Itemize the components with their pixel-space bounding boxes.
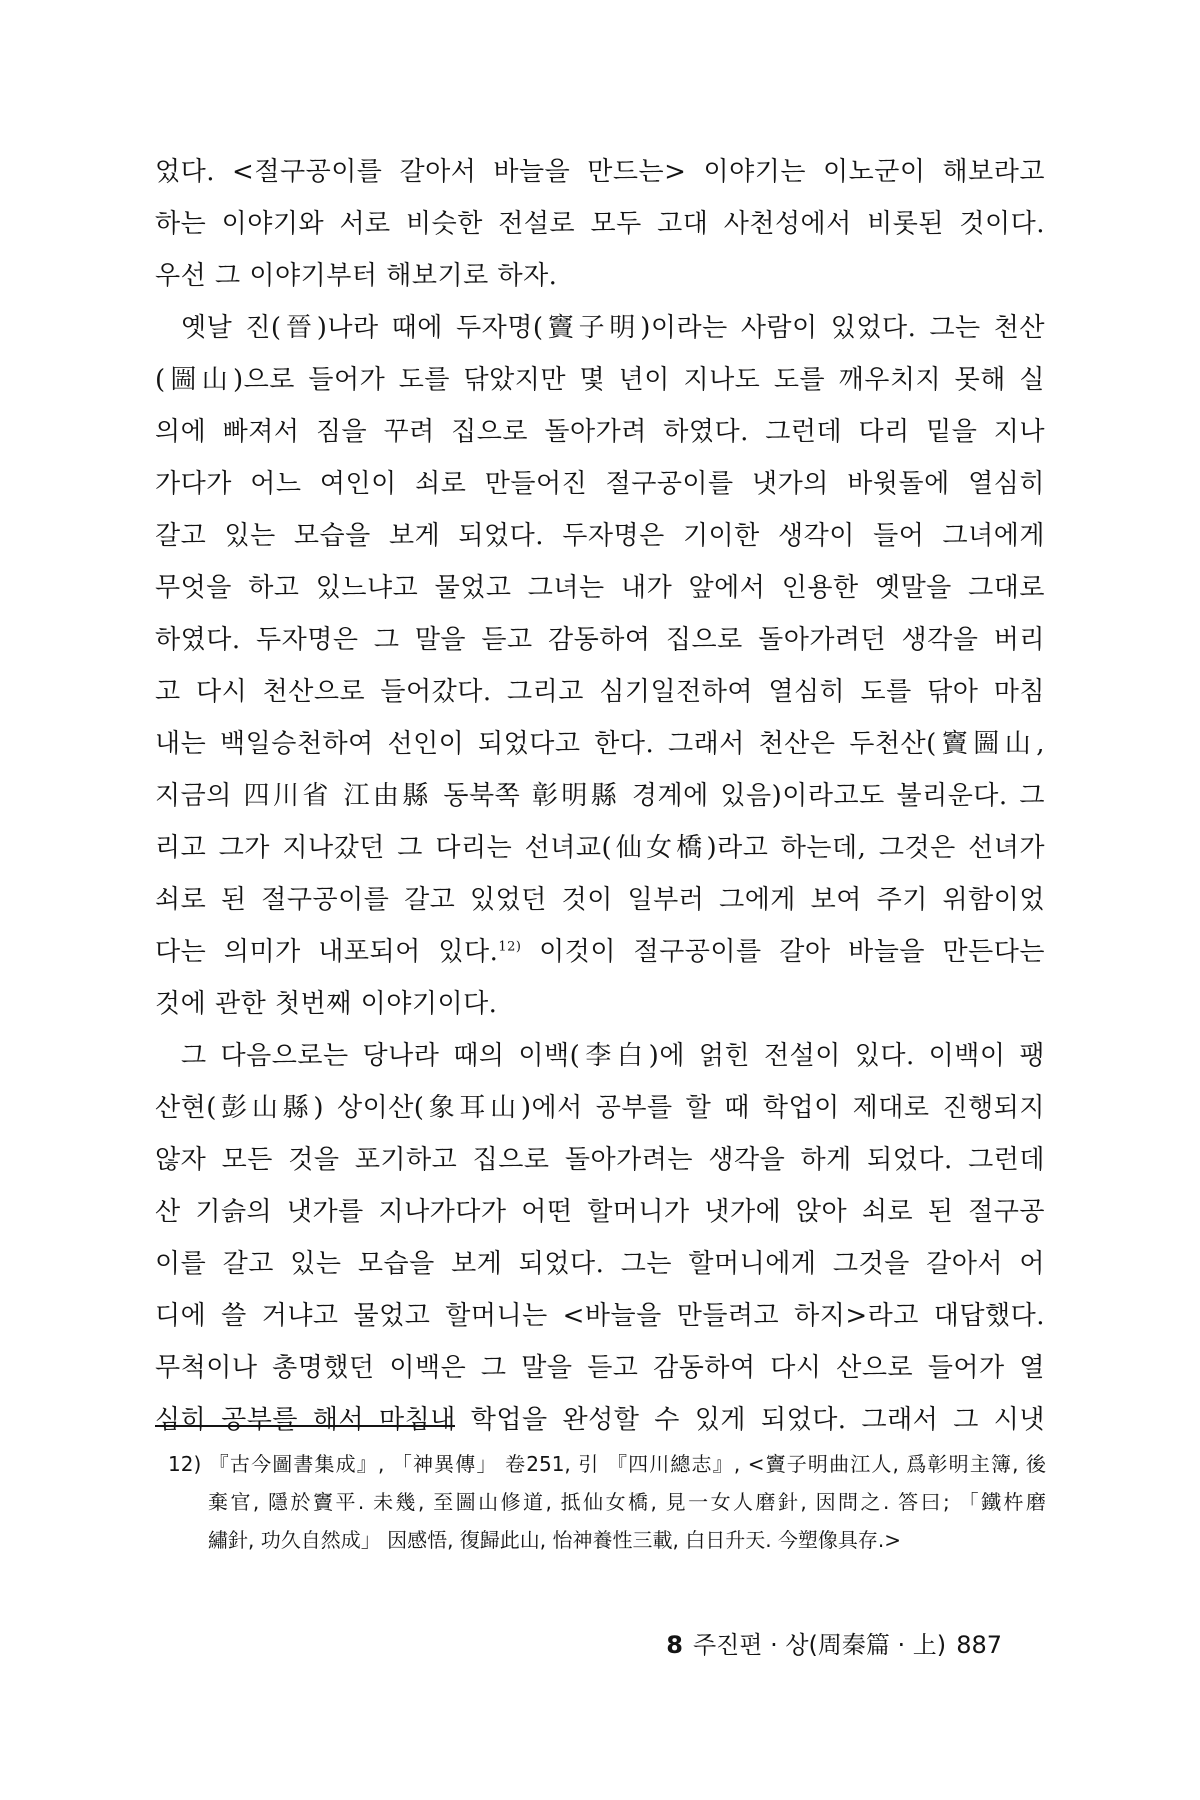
text-line: 산 기슭의 냇가를 지나가다가 어떤 할머니가 냇가에 앉아 쇠로 된 절구공 bbox=[155, 1197, 1045, 1227]
body-text bbox=[155, 146, 1045, 1446]
section-title: 주진편 · 상(周秦篇 · 上) bbox=[692, 1631, 947, 1659]
footnote-line: 棄官, 隱於竇平. 未幾, 至圌山修道, 抵仙女橋, 見一女人磨針, 因問之. 答曰; 「鐵杵磨 bbox=[208, 1490, 1046, 1514]
page-number: 887 bbox=[956, 1631, 1002, 1659]
text-line: 그 다음으로는 당나라 때의 이백(李白)에 얽힌 전설이 있다. 이백이 팽 bbox=[181, 1041, 1045, 1071]
paragraph bbox=[155, 1030, 1045, 1446]
paragraph bbox=[155, 302, 1045, 1030]
text-line: 지금의 四川省 江由縣 동북쪽 彰明縣 경계에 있음)이라고도 불리운다. 그 bbox=[155, 781, 1045, 811]
page-footer bbox=[666, 1625, 1002, 1665]
text-line: 우선 그 이야기부터 해보기로 하자. bbox=[155, 261, 558, 291]
footnote bbox=[168, 1445, 1046, 1559]
text-line-with-footnote-ref bbox=[155, 926, 1045, 978]
text-segment: 다는 의미가 내포되어 있다. bbox=[155, 937, 499, 967]
paragraph bbox=[155, 146, 1045, 302]
text-line: (圌山)으로 들어가 도를 닦았지만 몇 년이 지나도 도를 깨우치지 못해 실 bbox=[155, 365, 1045, 395]
text-line: 무엇을 하고 있느냐고 물었고 그녀는 내가 앞에서 인용한 옛말을 그대로 bbox=[155, 573, 1045, 603]
text-line: 하였다. 두자명은 그 말을 듣고 감동하여 집으로 돌아가려던 생각을 버리 bbox=[155, 625, 1045, 655]
text-line: 의에 빠져서 짐을 꾸려 집으로 돌아가려 하였다. 그런데 다리 밑을 지나 bbox=[155, 417, 1045, 447]
footnote-text: 『古今圖書集成』, 「神異傳」 卷251, 引 『四川總志』, <竇子明曲江人, 爲彰明主簿, 後 bbox=[208, 1452, 1046, 1476]
text-line: 무척이나 총명했던 이백은 그 말을 듣고 감동하여 다시 산으로 들어가 열 bbox=[155, 1353, 1045, 1383]
footnotes bbox=[168, 1445, 1046, 1559]
text-line: 이를 갈고 있는 모습을 보게 되었다. 그는 할머니에게 그것을 갈아서 어 bbox=[155, 1249, 1045, 1279]
text-line: 리고 그가 지나갔던 그 다리는 선녀교(仙女橋)라고 하는데, 그것은 선녀가 bbox=[155, 833, 1045, 863]
text-line: 하는 이야기와 서로 비슷한 전설로 모두 고대 사천성에서 비롯된 것이다. bbox=[155, 209, 1045, 239]
chapter-number: 8 bbox=[666, 1631, 683, 1659]
footnote-line: 繡針, 功久自然成」 因感悟, 復歸此山, 怡神養性三載, 白日升天. 今塑像具存.> bbox=[208, 1528, 902, 1552]
footnote-marker: 12) bbox=[168, 1452, 202, 1476]
footnote-reference[interactable]: 12) bbox=[498, 939, 522, 955]
text-line: 것에 관한 첫번째 이야기이다. bbox=[155, 989, 498, 1019]
text-line: 옛날 진(晉)나라 때에 두자명(竇子明)이라는 사람이 있었다. 그는 천산 bbox=[181, 313, 1045, 343]
text-line: 고 다시 천산으로 들어갔다. 그리고 심기일전하여 열심히 도를 닦아 마침 bbox=[155, 677, 1045, 707]
text-line: 않자 모든 것을 포기하고 집으로 돌아가려는 생각을 하게 되었다. 그런데 bbox=[155, 1145, 1045, 1175]
text-segment: 이것이 절구공이를 갈아 바늘을 만든다는 bbox=[521, 937, 1045, 967]
text-line: 내는 백일승천하여 선인이 되었다고 한다. 그래서 천산은 두천산(竇圌山, bbox=[155, 729, 1045, 759]
text-line: 산현(彭山縣) 상이산(象耳山)에서 공부를 할 때 학업이 제대로 진행되지 bbox=[155, 1093, 1045, 1123]
text-line: 었다. <절구공이를 갈아서 바늘을 만드는> 이야기는 이노군이 해보라고 bbox=[155, 157, 1045, 187]
text-line: 가다가 어느 여인이 쇠로 만들어진 절구공이를 냇가의 바윗돌에 열심히 bbox=[155, 469, 1045, 499]
text-line: 갈고 있는 모습을 보게 되었다. 두자명은 기이한 생각이 들어 그녀에게 bbox=[155, 521, 1045, 551]
text-line: 심히 공부를 해서 마침내 학업을 완성할 수 있게 되었다. 그래서 그 시냇 bbox=[155, 1405, 1045, 1435]
footnote-line bbox=[168, 1445, 1046, 1483]
footnote-divider bbox=[155, 1425, 455, 1427]
text-line: 디에 쓸 거냐고 물었고 할머니는 <바늘을 만들려고 하지>라고 대답했다. bbox=[155, 1301, 1045, 1331]
text-line: 쇠로 된 절구공이를 갈고 있었던 것이 일부러 그에게 보여 주기 위함이었 bbox=[155, 885, 1045, 915]
